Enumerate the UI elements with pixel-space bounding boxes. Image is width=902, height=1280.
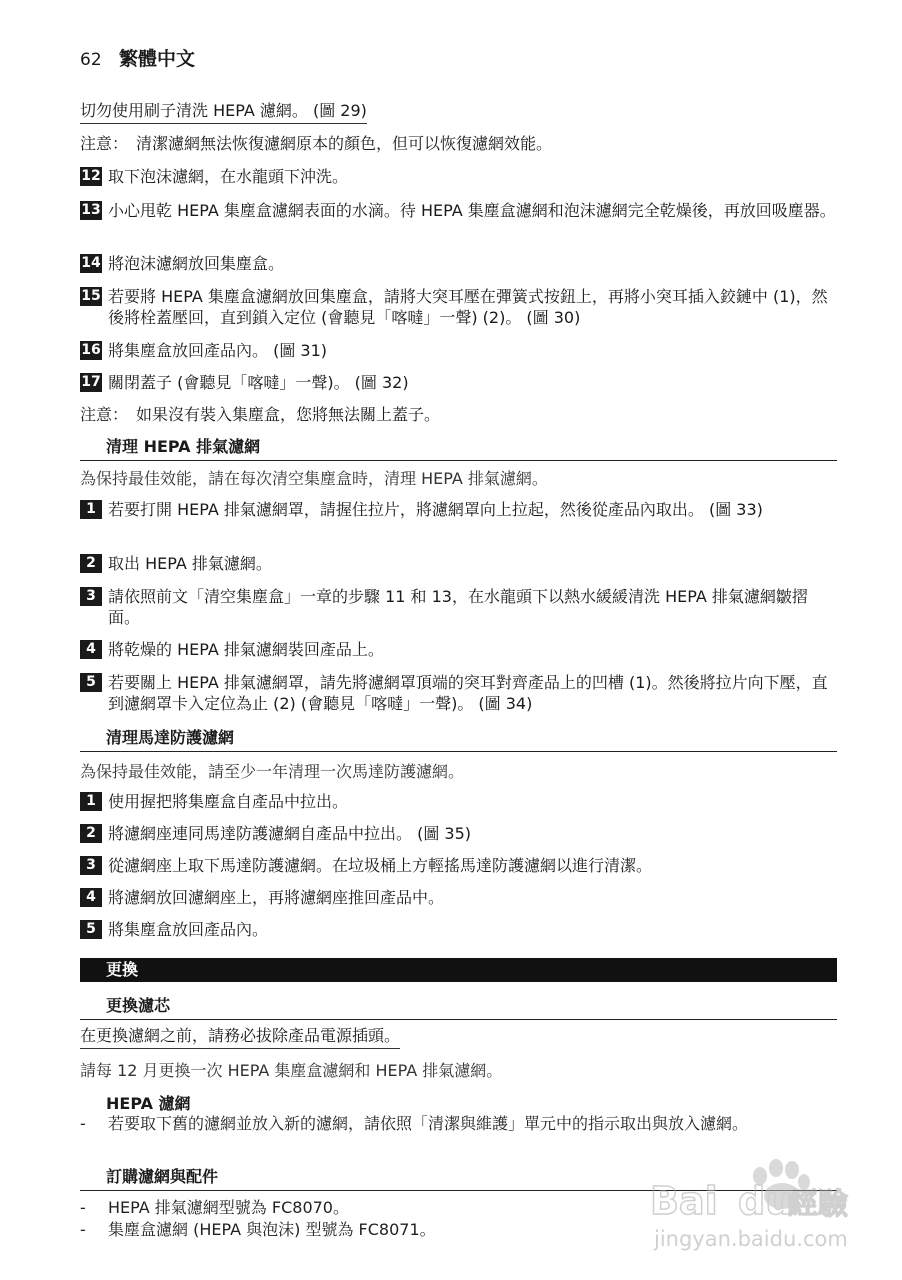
motor-step-1: 1 使用握把將集塵盒自產品中拉出。 bbox=[80, 791, 837, 813]
step-number: 12 bbox=[81, 168, 101, 184]
step-14: 14 將泡沫濾網放回集塵盒。 bbox=[81, 254, 285, 273]
page-number: 62 bbox=[80, 50, 102, 70]
section-intro: 為保持最佳效能，請至少一年清理一次馬達防護濾網。 bbox=[80, 762, 465, 781]
step-number: 1 bbox=[80, 500, 102, 519]
step-number: 1 bbox=[80, 792, 102, 811]
chapter-bar-replacement: 更換 bbox=[80, 958, 837, 982]
section-intro: 為保持最佳效能，請在每次清空集塵盒時，清理 HEPA 排氣濾網。 bbox=[80, 469, 548, 488]
step-number: 5 bbox=[80, 920, 102, 939]
step-number: 17 bbox=[81, 374, 101, 390]
order-item: - HEPA 排氣濾網型號為 FC8070。 bbox=[80, 1198, 349, 1217]
section-heading-motor-filter: 清理馬達防護濾網 bbox=[80, 725, 837, 752]
step-13: 13 小心甩乾 HEPA 集塵盒濾網表面的水滴。待 HEPA 集塵盒濾網和泡沫濾網完全乾燥後，再放回吸塵器。 bbox=[81, 201, 836, 220]
watermark-brand-cn: 經驗 bbox=[788, 1187, 848, 1222]
motor-step-4: 4 將濾網放回濾網座上，再將濾網座推回產品中。 bbox=[80, 887, 837, 909]
section-heading-order: 訂購濾網與配件 bbox=[80, 1164, 837, 1191]
step-17: 17 關閉蓋子 (會聽見「喀噠」一聲)。 (圖 32) bbox=[81, 373, 409, 392]
note-lid: 注意： 如果沒有裝入集塵盒，您將無法關上蓋子。 bbox=[80, 405, 441, 424]
section-heading-hepa-exhaust: 清理 HEPA 排氣濾網 bbox=[80, 434, 837, 461]
motor-step-2: 2 將濾網座連同馬達防護濾網自產品中拉出。 (圖 35) bbox=[80, 823, 837, 845]
step-15: 15 若要將 HEPA 集塵盒濾網放回集塵盒，請將大突耳壓在彈簧式按鈕上，再將小突耳插入鉸鏈中 (1)，然後將栓蓋壓回，直到鎖入定位 (會聽見「喀噠」一聲) (2)。 (圖 30) bbox=[81, 287, 828, 327]
step-number: 5 bbox=[80, 673, 102, 692]
hepa-step-4: 4 將乾燥的 HEPA 排氣濾網裝回產品上。 bbox=[80, 639, 837, 661]
warning-brush: 切勿使用刷子清洗 HEPA 濾網。 (圖 29) bbox=[80, 100, 837, 124]
step-number: 13 bbox=[81, 202, 101, 218]
watermark-brand-2: du bbox=[738, 1179, 793, 1223]
step-number: 3 bbox=[80, 856, 102, 875]
step-number: 4 bbox=[80, 888, 102, 907]
page-header bbox=[80, 44, 195, 71]
language-label: 繁體中文 bbox=[119, 48, 196, 70]
hepa-step-5: 5 若要關上 HEPA 排氣濾網罩，請先將濾網罩頂端的突耳對齊產品上的凹槽 (1)。然後將拉片向下壓，直到濾網罩卡入定位為止 (2) (會聽見「喀噠」一聲)。 (圖 34) bbox=[80, 672, 837, 716]
hepa-step-2: 2 取出 HEPA 排氣濾網。 bbox=[80, 553, 837, 575]
note-color: 注意： 清潔濾網無法恢復濾網原本的顏色，但可以恢復濾網效能。 bbox=[80, 134, 553, 153]
step-number: 16 bbox=[81, 342, 101, 358]
step-number: 2 bbox=[80, 554, 102, 573]
step-number: 3 bbox=[80, 587, 102, 606]
hepa-step-1: 1 若要打開 HEPA 排氣濾網罩，請握住拉片，將濾網罩向上拉起，然後從產品內取出。 (圖 33) bbox=[80, 499, 837, 543]
warning-unplug: 在更換濾網之前，請務必拔除產品電源插頭。 bbox=[80, 1025, 837, 1049]
step-number: 15 bbox=[81, 288, 101, 304]
watermark-url: jingyan.baidu.com bbox=[654, 1227, 848, 1251]
watermark-brand: Bai bbox=[650, 1179, 718, 1223]
order-item: - 集塵盒濾網 (HEPA 與泡沫) 型號為 FC8071。 bbox=[80, 1220, 436, 1239]
motor-step-5: 5 將集塵盒放回產品內。 bbox=[80, 919, 837, 941]
hepa-filter-heading: HEPA 濾網 bbox=[106, 1094, 191, 1113]
step-16: 16 將集塵盒放回產品內。 (圖 31) bbox=[81, 341, 328, 360]
section-heading-replace-filter: 更換濾芯 bbox=[80, 993, 837, 1020]
step-number: 4 bbox=[80, 640, 102, 659]
step-number: 14 bbox=[81, 255, 101, 271]
replace-intro: 請每 12 月更換一次 HEPA 集塵盒濾網和 HEPA 排氣濾網。 bbox=[80, 1061, 503, 1080]
hepa-filter-item: - 若要取下舊的濾網並放入新的濾網，請依照「清潔與維護」單元中的指示取出與放入濾網。 bbox=[80, 1114, 749, 1133]
step-number: 2 bbox=[80, 824, 102, 843]
motor-step-3: 3 從濾網座上取下馬達防護濾網。在垃圾桶上方輕搖馬達防護濾網以進行清潔。 bbox=[80, 855, 837, 877]
hepa-step-3: 3 請依照前文「清空集塵盒」一章的步驟 11 和 13，在水龍頭下以熱水緩緩清洗 HEPA 排氣濾網皺摺面。 bbox=[80, 586, 837, 630]
step-12: 12 取下泡沫濾網，在水龍頭下沖洗。 bbox=[81, 167, 349, 186]
baidu-watermark bbox=[648, 1148, 858, 1258]
